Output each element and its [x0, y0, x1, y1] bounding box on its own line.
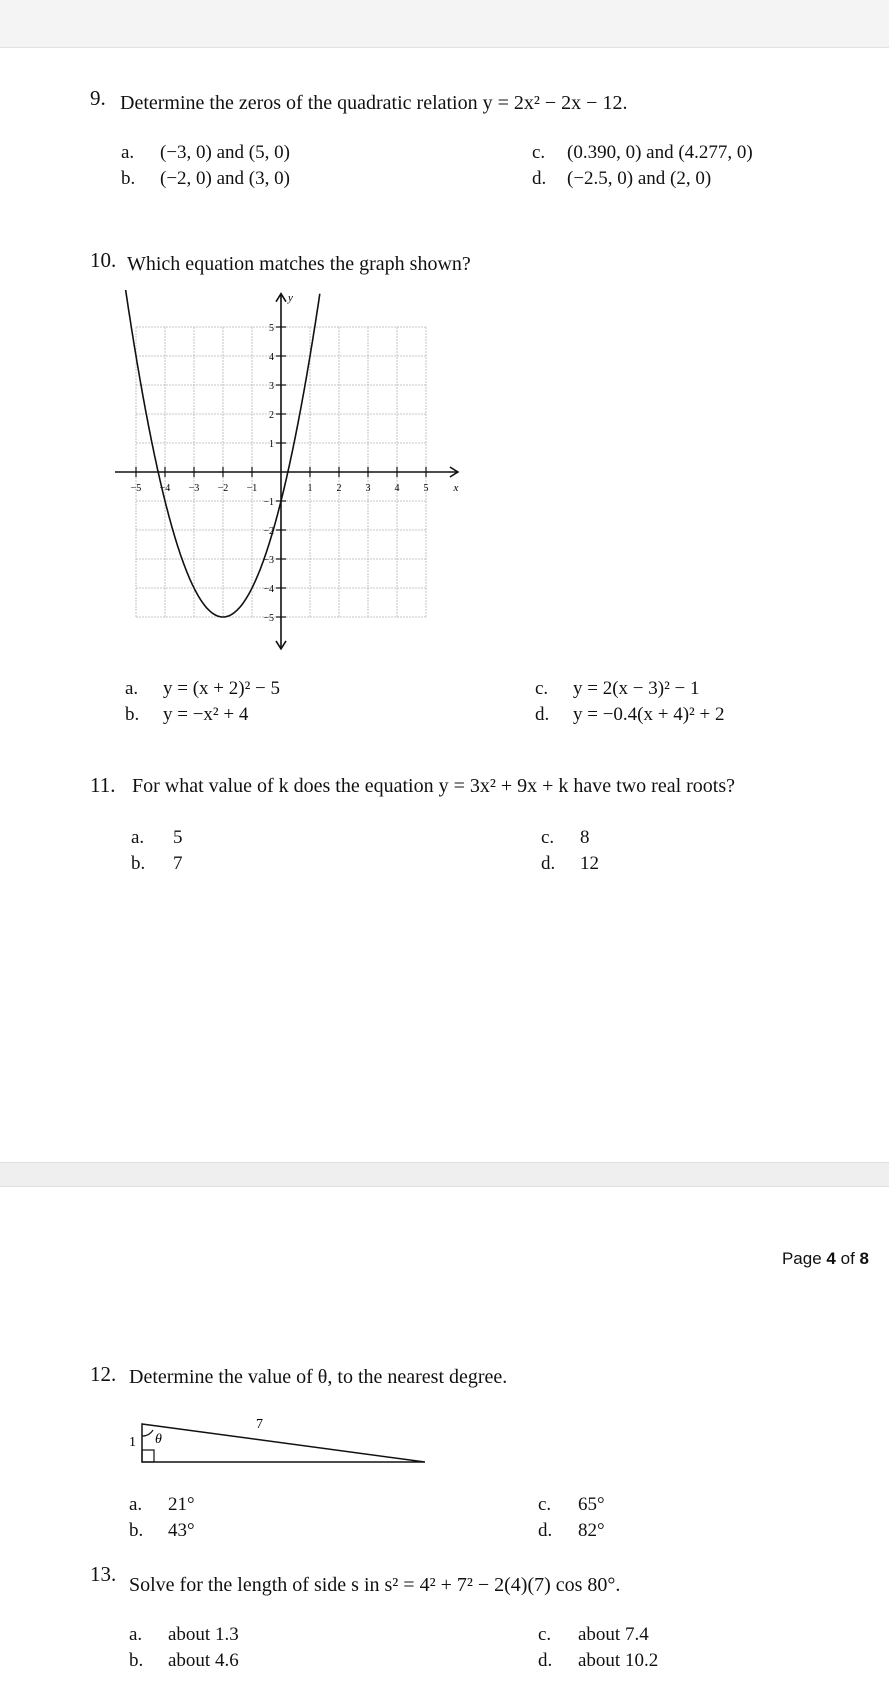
q10-text: Which equation matches the graph shown? [127, 253, 471, 275]
page-total: 8 [859, 1249, 869, 1268]
side-label: 1 [129, 1435, 136, 1450]
q12-option-a-letter: a. [129, 1494, 143, 1515]
page-break [0, 1162, 889, 1187]
q11-option-d-letter: d. [541, 853, 556, 874]
x-tick-label: 5 [423, 483, 429, 494]
q13-option-c-letter: c. [538, 1624, 552, 1645]
y-tick-label: 2 [269, 410, 274, 421]
q13-option-d-letter: d. [538, 1650, 553, 1671]
q10-option-b[interactable]: y = −x² + 4 [163, 704, 249, 725]
y-tick-label: −3 [263, 555, 274, 566]
q10-option-d[interactable]: y = −0.4(x + 4)² + 2 [573, 704, 725, 725]
q12-option-a[interactable]: 21° [168, 1494, 195, 1515]
q13-option-d[interactable]: about 10.2 [578, 1650, 659, 1671]
y-axis-label: y [288, 291, 293, 304]
x-tick-label: −5 [130, 483, 142, 494]
q11-option-a[interactable]: 5 [173, 827, 183, 848]
angle-arc [142, 1430, 153, 1436]
q10-option-c[interactable]: y = 2(x − 3)² − 1 [573, 678, 700, 699]
q9-option-a-letter: a. [121, 142, 135, 163]
q12-option-c-letter: c. [538, 1494, 552, 1515]
page-label: Page [781, 1249, 822, 1268]
q9-text: Determine the zeros of the quadratic relation y = 2x² − 2x − 12. [120, 92, 628, 114]
q9-option-a[interactable]: (−3, 0) and (5, 0) [160, 142, 290, 163]
page-indicator [782, 1249, 869, 1269]
y-tick-label: −2 [263, 526, 274, 537]
q9-option-d-letter: d. [532, 168, 547, 189]
q12-option-b[interactable]: 43° [168, 1520, 195, 1541]
x-tick-label: 3 [365, 483, 371, 494]
q13-option-a[interactable]: about 1.3 [168, 1624, 239, 1645]
x-tick-label: 4 [394, 483, 400, 494]
right-angle-marker [142, 1450, 154, 1462]
x-tick-label: −1 [246, 483, 258, 494]
q12-option-d-letter: d. [538, 1520, 553, 1541]
q11-option-c[interactable]: 8 [580, 827, 590, 848]
q13-number: 13. [90, 1562, 117, 1586]
q9-option-d[interactable]: (−2.5, 0) and (2, 0) [567, 168, 712, 189]
y-tick-label: 4 [269, 352, 274, 363]
right-triangle-diagram [125, 1410, 425, 1470]
q10-option-a-letter: a. [125, 678, 139, 699]
q9-option-c[interactable]: (0.390, 0) and (4.277, 0) [567, 142, 753, 163]
x-tick-label: −2 [217, 483, 229, 494]
y-tick-label: −1 [263, 497, 274, 508]
q12-text: Determine the value of θ, to the nearest degree. [129, 1366, 508, 1388]
x-axis-label: x [453, 482, 459, 494]
page-current: 4 [826, 1249, 836, 1268]
q10-option-a[interactable]: y = (x + 2)² − 5 [163, 678, 280, 699]
q10-option-c-letter: c. [535, 678, 549, 699]
q11-option-a-letter: a. [131, 827, 145, 848]
parabola-graph [115, 290, 475, 650]
graph-axes [115, 291, 458, 649]
q9-option-b[interactable]: (−2, 0) and (3, 0) [160, 168, 290, 189]
triangle-shape [142, 1424, 425, 1462]
q10-option-b-letter: b. [125, 704, 140, 725]
q13-option-a-letter: a. [129, 1624, 143, 1645]
q13-option-c[interactable]: about 7.4 [578, 1624, 649, 1645]
q11-option-d[interactable]: 12 [580, 853, 599, 874]
q9-option-c-letter: c. [532, 142, 546, 163]
q13-text: Solve for the length of side s in s² = 4² + 7² − 2(4)(7) cos 80°. [129, 1574, 621, 1596]
q12-option-b-letter: b. [129, 1520, 144, 1541]
q11-option-b[interactable]: 7 [173, 853, 183, 874]
y-tick-label: 1 [269, 439, 274, 450]
y-tick-label: −4 [263, 584, 274, 595]
y-tick-label: 3 [269, 381, 274, 392]
q11-number: 11. [90, 773, 116, 797]
y-tick-label: −5 [263, 613, 274, 624]
hypotenuse-label: 7 [256, 1417, 263, 1432]
q10-option-d-letter: d. [535, 704, 550, 725]
q11-text: For what value of k does the equation y = 3x² + 9x + k have two real roots? [132, 775, 736, 797]
q12-option-d[interactable]: 82° [578, 1520, 605, 1541]
q10-number: 10. [90, 248, 117, 272]
x-tick-label: −4 [159, 483, 171, 494]
q12-option-c[interactable]: 65° [578, 1494, 605, 1515]
x-tick-label: −3 [188, 483, 200, 494]
q9-number: 9. [90, 86, 106, 110]
page-of: of [840, 1249, 855, 1268]
y-tick-label: 5 [269, 323, 274, 334]
x-tick-label: 1 [307, 483, 313, 494]
q13-option-b-letter: b. [129, 1650, 144, 1671]
graph-ticks [131, 292, 459, 624]
q11-option-c-letter: c. [541, 827, 555, 848]
q9-option-b-letter: b. [121, 168, 136, 189]
viewer-top-bar [0, 0, 889, 48]
q11-option-b-letter: b. [131, 853, 146, 874]
q13-option-b[interactable]: about 4.6 [168, 1650, 239, 1671]
x-tick-label: 2 [336, 483, 342, 494]
q12-number: 12. [90, 1362, 117, 1386]
theta-label: θ [155, 1432, 162, 1447]
